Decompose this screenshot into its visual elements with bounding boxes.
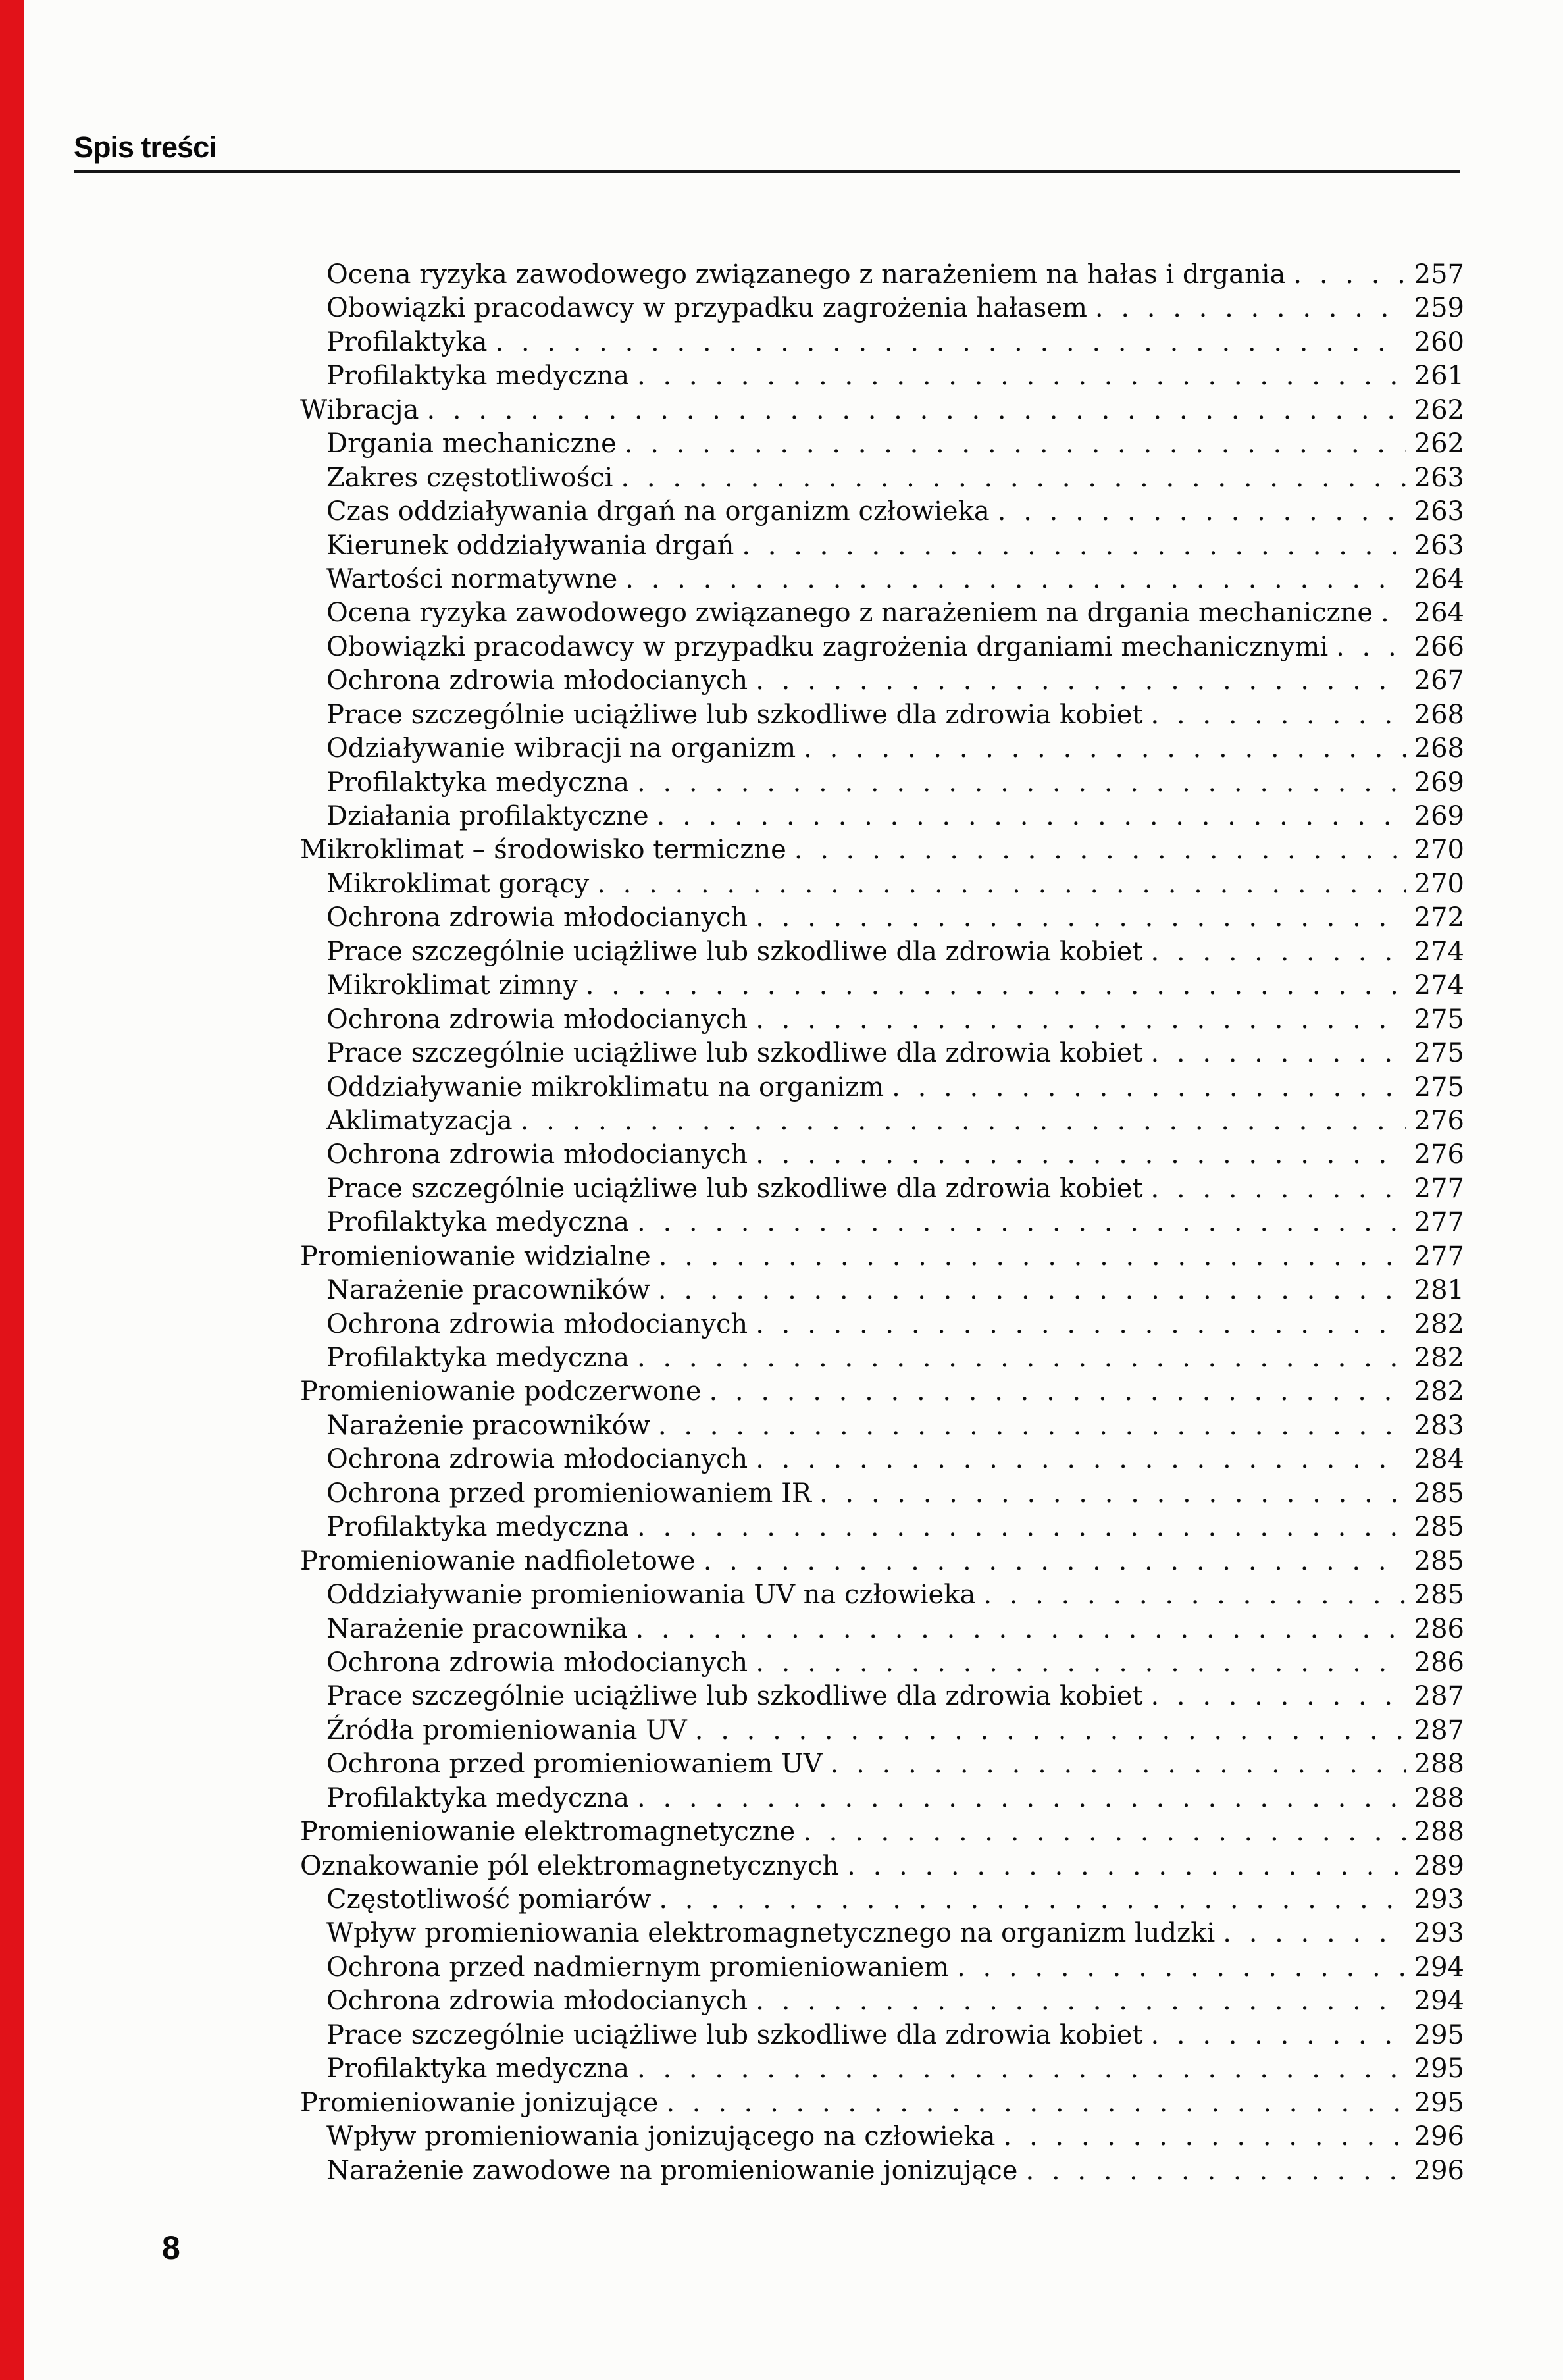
toc-page-number: 263 bbox=[1414, 462, 1464, 493]
toc-entry bbox=[300, 631, 1464, 664]
toc-page-number: 283 bbox=[1414, 1410, 1464, 1441]
toc-entry bbox=[300, 732, 1464, 765]
page-title: Spis treści bbox=[74, 130, 217, 164]
toc-entry-label: Mikroklimat zimny bbox=[326, 970, 578, 1001]
toc-entry bbox=[300, 1511, 1464, 1544]
toc-leader-dots bbox=[625, 563, 1406, 596]
toc-leader-dots bbox=[831, 1747, 1406, 1781]
toc-leader-dots bbox=[637, 2052, 1406, 2086]
toc-page-number: 285 bbox=[1414, 1512, 1464, 1543]
toc-entry-label: Narażenie pracowników bbox=[326, 1275, 650, 1306]
toc-entry-label: Prace szczególnie uciążliwe lub szkodliwe dla zdrowia kobiet bbox=[326, 699, 1143, 730]
toc-leader-dots bbox=[586, 969, 1406, 1002]
toc-leader-dots bbox=[756, 1984, 1406, 2018]
toc-entry-label: Profilaktyka medyczna bbox=[326, 1782, 630, 1813]
toc-page-number: 294 bbox=[1414, 1986, 1464, 2017]
toc-entry-label: Działania profilaktyczne bbox=[326, 801, 649, 831]
toc-entry bbox=[300, 2120, 1464, 2154]
toc-leader-dots bbox=[1381, 596, 1406, 630]
toc-page-number: 262 bbox=[1414, 428, 1464, 459]
toc-entry-label: Prace szczególnie uciążliwe lub szkodliwe dla zdrowia kobiet bbox=[326, 1681, 1143, 1712]
toc-leader-dots bbox=[742, 529, 1406, 563]
toc-entry bbox=[300, 1104, 1464, 1138]
toc-leader-dots bbox=[658, 1274, 1406, 1307]
toc-leader-dots bbox=[756, 901, 1406, 935]
toc-entry-label: Wpływ promieniowania elektromagnetycznego na organizm ludzki bbox=[326, 1918, 1216, 1949]
toc-entry-label: Promieniowanie podczerwone bbox=[300, 1376, 702, 1407]
toc-entry-label: Kierunek oddziaływania drgań bbox=[326, 530, 734, 561]
toc-entry-label: Narażenie zawodowe na promieniowanie jonizujące bbox=[326, 2155, 1018, 2186]
toc-page-number: 275 bbox=[1414, 1072, 1464, 1102]
toc-leader-dots bbox=[1223, 1917, 1406, 1950]
toc-entry-label: Ochrona zdrowia młodocianych bbox=[326, 1308, 748, 1339]
toc-leader-dots bbox=[495, 326, 1406, 359]
toc-leader-dots bbox=[756, 1003, 1406, 1037]
toc-leader-dots bbox=[1004, 2120, 1406, 2154]
table-of-contents bbox=[300, 258, 1464, 2188]
toc-leader-dots bbox=[637, 766, 1406, 800]
toc-page-number: 275 bbox=[1414, 1038, 1464, 1069]
toc-page-number: 295 bbox=[1414, 2087, 1464, 2118]
toc-entry bbox=[300, 1545, 1464, 1578]
toc-entry-label: Ochrona zdrowia młodocianych bbox=[326, 1139, 748, 1170]
toc-entry bbox=[300, 1850, 1464, 1883]
toc-entry-label: Źródła promieniowania UV bbox=[326, 1715, 687, 1746]
toc-page-number: 274 bbox=[1414, 970, 1464, 1001]
toc-leader-dots bbox=[659, 1240, 1406, 1274]
toc-entry bbox=[300, 1815, 1464, 1849]
toc-page-number: 270 bbox=[1414, 835, 1464, 866]
toc-leader-dots bbox=[1150, 2019, 1406, 2052]
toc-leader-dots bbox=[625, 427, 1406, 461]
toc-leader-dots bbox=[704, 1545, 1406, 1578]
toc-leader-dots bbox=[709, 1375, 1407, 1409]
toc-entry bbox=[300, 1409, 1464, 1443]
toc-page-number: 285 bbox=[1414, 1478, 1464, 1509]
toc-entry bbox=[300, 935, 1464, 969]
toc-page-number: 264 bbox=[1414, 563, 1464, 594]
toc-leader-dots bbox=[1150, 698, 1406, 732]
toc-entry bbox=[300, 1714, 1464, 1747]
toc-leader-dots bbox=[983, 1578, 1406, 1612]
toc-leader-dots bbox=[756, 1308, 1406, 1341]
title-rule bbox=[74, 170, 1460, 173]
toc-leader-dots bbox=[637, 1341, 1406, 1375]
toc-entry bbox=[300, 563, 1464, 596]
toc-entry-label: Ochrona przed nadmiernym promieniowaniem bbox=[326, 1952, 950, 1982]
toc-page-number: 264 bbox=[1414, 598, 1464, 629]
toc-page-number: 262 bbox=[1414, 394, 1464, 425]
toc-leader-dots bbox=[1095, 292, 1406, 325]
toc-entry bbox=[300, 2154, 1464, 2188]
toc-page-number: 293 bbox=[1414, 1884, 1464, 1915]
toc-entry-label: Drgania mechaniczne bbox=[326, 428, 617, 459]
toc-entry bbox=[300, 529, 1464, 563]
toc-leader-dots bbox=[658, 1409, 1406, 1443]
toc-entry-label: Profilaktyka medyczna bbox=[326, 1343, 630, 1373]
toc-page-number: 285 bbox=[1414, 1580, 1464, 1611]
toc-entry-label: Narażenie pracownika bbox=[326, 1613, 628, 1644]
toc-page-number: 288 bbox=[1414, 1782, 1464, 1813]
toc-leader-dots bbox=[659, 1883, 1406, 1917]
toc-entry bbox=[300, 1613, 1464, 1646]
toc-page-number: 270 bbox=[1414, 868, 1464, 899]
toc-leader-dots bbox=[1150, 1037, 1406, 1070]
toc-leader-dots bbox=[847, 1850, 1406, 1883]
toc-page-number: 277 bbox=[1414, 1241, 1464, 1272]
toc-entry bbox=[300, 1917, 1464, 1950]
toc-entry bbox=[300, 2086, 1464, 2120]
toc-leader-dots bbox=[756, 1646, 1406, 1680]
toc-leader-dots bbox=[819, 1477, 1406, 1511]
toc-page-number: 287 bbox=[1414, 1715, 1464, 1746]
toc-page-number: 288 bbox=[1414, 1749, 1464, 1780]
toc-entry-label: Wpływ promieniowania jonizującego na człowieka bbox=[326, 2121, 996, 2152]
toc-page-number: 284 bbox=[1414, 1444, 1464, 1475]
toc-entry bbox=[300, 1240, 1464, 1274]
toc-entry-label: Ochrona zdrowia młodocianych bbox=[326, 902, 748, 933]
toc-page-number: 269 bbox=[1414, 767, 1464, 798]
toc-entry bbox=[300, 1172, 1464, 1206]
toc-page-number: 282 bbox=[1414, 1343, 1464, 1373]
toc-entry bbox=[300, 1274, 1464, 1307]
toc-entry bbox=[300, 698, 1464, 732]
toc-entry bbox=[300, 596, 1464, 630]
toc-entry bbox=[300, 1477, 1464, 1511]
toc-entry-label: Ocena ryzyka zawodowego związanego z narażeniem na hałas i drgania bbox=[326, 259, 1286, 290]
toc-entry bbox=[300, 1308, 1464, 1341]
toc-leader-dots bbox=[666, 2086, 1406, 2120]
toc-entry-label: Prace szczególnie uciążliwe lub szkodliwe dla zdrowia kobiet bbox=[326, 936, 1143, 967]
toc-page-number: 269 bbox=[1414, 801, 1464, 831]
toc-page-number: 296 bbox=[1414, 2155, 1464, 2186]
toc-page-number: 286 bbox=[1414, 1647, 1464, 1678]
toc-entry-label: Promieniowanie nadfioletowe bbox=[300, 1545, 696, 1576]
toc-leader-dots bbox=[803, 1815, 1406, 1849]
toc-leader-dots bbox=[756, 1138, 1406, 1172]
toc-page-number: 274 bbox=[1414, 936, 1464, 967]
toc-entry-label: Oznakowanie pól elektromagnetycznych bbox=[300, 1850, 840, 1881]
toc-leader-dots bbox=[1293, 258, 1406, 292]
toc-entry-label: Narażenie pracowników bbox=[326, 1410, 650, 1441]
toc-entry bbox=[300, 359, 1464, 393]
toc-entry-label: Oddziaływanie promieniowania UV na człowieka bbox=[326, 1580, 976, 1611]
red-edge-strip bbox=[0, 0, 24, 2380]
toc-leader-dots bbox=[1150, 1172, 1406, 1206]
toc-leader-dots bbox=[597, 867, 1406, 901]
toc-entry-label: Ochrona zdrowia młodocianych bbox=[326, 1444, 748, 1475]
toc-entry bbox=[300, 2052, 1464, 2086]
toc-entry bbox=[300, 867, 1464, 901]
toc-entry bbox=[300, 901, 1464, 935]
toc-leader-dots bbox=[756, 1443, 1406, 1476]
toc-entry-label: Mikroklimat gorący bbox=[326, 868, 590, 899]
toc-entry bbox=[300, 326, 1464, 359]
toc-entry-label: Częstotliwość pomiarów bbox=[326, 1884, 652, 1915]
toc-page-number: 263 bbox=[1414, 496, 1464, 527]
toc-leader-dots bbox=[892, 1071, 1406, 1104]
toc-entry bbox=[300, 1680, 1464, 1713]
toc-entry-label: Profilaktyka medyczna bbox=[326, 767, 630, 798]
toc-page-number: 263 bbox=[1414, 530, 1464, 561]
toc-entry-label: Oddziaływanie mikroklimatu na organizm bbox=[326, 1072, 884, 1102]
toc-leader-dots bbox=[998, 495, 1406, 529]
toc-entry bbox=[300, 292, 1464, 325]
toc-entry-label: Ochrona przed promieniowaniem IR bbox=[326, 1478, 811, 1509]
toc-page-number: 277 bbox=[1414, 1173, 1464, 1204]
toc-entry bbox=[300, 1138, 1464, 1172]
toc-entry bbox=[300, 1375, 1464, 1409]
toc-entry bbox=[300, 800, 1464, 833]
toc-entry bbox=[300, 833, 1464, 867]
toc-leader-dots bbox=[657, 800, 1406, 833]
toc-page-number: 277 bbox=[1414, 1207, 1464, 1238]
toc-page-number: 295 bbox=[1414, 2019, 1464, 2050]
toc-entry bbox=[300, 1984, 1464, 2018]
toc-entry-label: Promieniowanie widzialne bbox=[300, 1241, 651, 1272]
toc-entry-label: Obowiązki pracodawcy w przypadku zagrożenia drganiami mechanicznymi bbox=[326, 631, 1329, 662]
toc-entry-label: Profilaktyka medyczna bbox=[326, 1207, 630, 1238]
toc-page-number: 286 bbox=[1414, 1613, 1464, 1644]
toc-entry-label: Promieniowanie elektromagnetyczne bbox=[300, 1817, 796, 1848]
toc-page-number: 289 bbox=[1414, 1850, 1464, 1881]
toc-page-number: 266 bbox=[1414, 631, 1464, 662]
toc-page-number: 267 bbox=[1414, 665, 1464, 696]
toc-entry-label: Wartości normatywne bbox=[326, 563, 618, 594]
toc-leader-dots bbox=[521, 1104, 1406, 1138]
toc-page-number: 275 bbox=[1414, 1004, 1464, 1035]
toc-entry bbox=[300, 1206, 1464, 1239]
toc-entry bbox=[300, 969, 1464, 1002]
toc-page-number: 260 bbox=[1414, 326, 1464, 357]
toc-entry-label: Wibracja bbox=[300, 394, 419, 425]
toc-entry-label: Obowiązki pracodawcy w przypadku zagrożenia hałasem bbox=[326, 293, 1087, 324]
toc-entry bbox=[300, 1578, 1464, 1612]
toc-page-number: 296 bbox=[1414, 2121, 1464, 2152]
toc-leader-dots bbox=[1150, 1680, 1406, 1713]
toc-entry bbox=[300, 1003, 1464, 1037]
toc-leader-dots bbox=[637, 1206, 1406, 1239]
toc-entry bbox=[300, 2019, 1464, 2052]
toc-entry bbox=[300, 664, 1464, 698]
toc-entry bbox=[300, 495, 1464, 529]
toc-entry-label: Ochrona zdrowia młodocianych bbox=[326, 1647, 748, 1678]
toc-page-number: 272 bbox=[1414, 902, 1464, 933]
toc-leader-dots bbox=[756, 664, 1406, 698]
toc-entry-label: Czas oddziaływania drgań na organizm człowieka bbox=[326, 496, 990, 527]
toc-page-number: 285 bbox=[1414, 1545, 1464, 1576]
toc-leader-dots bbox=[637, 359, 1406, 393]
toc-entry bbox=[300, 1037, 1464, 1070]
toc-entry-label: Aklimatyzacja bbox=[326, 1105, 513, 1136]
toc-entry bbox=[300, 1883, 1464, 1917]
toc-entry bbox=[300, 427, 1464, 461]
toc-leader-dots bbox=[635, 1613, 1406, 1646]
toc-entry bbox=[300, 1951, 1464, 1984]
toc-page-number: 282 bbox=[1414, 1308, 1464, 1339]
toc-leader-dots bbox=[426, 394, 1406, 427]
toc-entry-label: Ochrona przed promieniowaniem UV bbox=[326, 1749, 823, 1780]
toc-entry-label: Ocena ryzyka zawodowego związanego z narażeniem na drgania mechaniczne bbox=[326, 598, 1373, 629]
toc-page-number: 276 bbox=[1414, 1139, 1464, 1170]
toc-leader-dots bbox=[794, 833, 1406, 867]
toc-page-number: 287 bbox=[1414, 1681, 1464, 1712]
toc-leader-dots bbox=[804, 732, 1406, 765]
toc-page-number: 259 bbox=[1414, 293, 1464, 324]
toc-page-number: 268 bbox=[1414, 733, 1464, 764]
toc-entry-label: Prace szczególnie uciążliwe lub szkodliwe dla zdrowia kobiet bbox=[326, 1038, 1143, 1069]
toc-leader-dots bbox=[957, 1951, 1406, 1984]
toc-leader-dots bbox=[621, 461, 1406, 495]
toc-entry-label: Ochrona zdrowia młodocianych bbox=[326, 665, 748, 696]
toc-entry-label: Prace szczególnie uciążliwe lub szkodliwe dla zdrowia kobiet bbox=[326, 2019, 1143, 2050]
toc-page-number: 268 bbox=[1414, 699, 1464, 730]
toc-entry-label: Promieniowanie jonizujące bbox=[300, 2087, 659, 2118]
toc-leader-dots bbox=[695, 1714, 1406, 1747]
toc-entry-label: Ochrona zdrowia młodocianych bbox=[326, 1986, 748, 2017]
toc-entry bbox=[300, 461, 1464, 495]
toc-page-number: 294 bbox=[1414, 1952, 1464, 1982]
toc-entry bbox=[300, 1646, 1464, 1680]
toc-page-number: 288 bbox=[1414, 1817, 1464, 1848]
toc-entry bbox=[300, 258, 1464, 292]
toc-page-number: 282 bbox=[1414, 1376, 1464, 1407]
toc-entry bbox=[300, 1341, 1464, 1375]
toc-leader-dots bbox=[637, 1782, 1406, 1815]
toc-entry-label: Prace szczególnie uciążliwe lub szkodliwe dla zdrowia kobiet bbox=[326, 1173, 1143, 1204]
toc-leader-dots bbox=[1025, 2154, 1406, 2188]
toc-leader-dots bbox=[637, 1511, 1406, 1544]
toc-entry-label: Profilaktyka medyczna bbox=[326, 2054, 630, 2084]
toc-page-number: 281 bbox=[1414, 1275, 1464, 1306]
toc-page-number: 276 bbox=[1414, 1105, 1464, 1136]
toc-entry bbox=[300, 1747, 1464, 1781]
toc-page-number: 295 bbox=[1414, 2054, 1464, 2084]
toc-entry bbox=[300, 1443, 1464, 1476]
toc-entry bbox=[300, 1782, 1464, 1815]
folio-page-number: 8 bbox=[162, 2229, 180, 2266]
toc-page-number: 257 bbox=[1414, 259, 1464, 290]
toc-entry bbox=[300, 766, 1464, 800]
toc-entry-label: Ochrona zdrowia młodocianych bbox=[326, 1004, 748, 1035]
toc-entry bbox=[300, 394, 1464, 427]
toc-leader-dots bbox=[1150, 935, 1406, 969]
toc-entry bbox=[300, 1071, 1464, 1104]
toc-entry-label: Profilaktyka medyczna bbox=[326, 361, 630, 392]
toc-page-number: 293 bbox=[1414, 1918, 1464, 1949]
toc-entry-label: Profilaktyka medyczna bbox=[326, 1512, 630, 1543]
toc-page-number: 261 bbox=[1414, 361, 1464, 392]
toc-entry-label: Zakres częstotliwości bbox=[326, 462, 613, 493]
toc-entry-label: Profilaktyka bbox=[326, 326, 488, 357]
toc-leader-dots bbox=[1336, 631, 1406, 664]
toc-entry-label: Odziaływanie wibracji na organizm bbox=[326, 733, 796, 764]
toc-entry-label: Mikroklimat – środowisko termiczne bbox=[300, 835, 786, 866]
